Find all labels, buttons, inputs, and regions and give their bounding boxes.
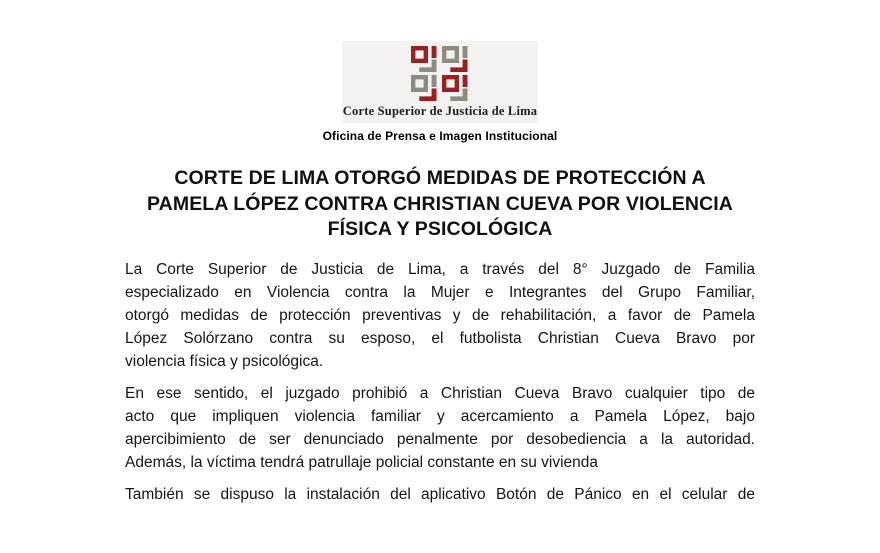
press-office-line: Oficina de Prensa e Imagen Institucional [322,129,558,143]
text-line: La Corte Superior de Justicia de Lima, a través del 8° Juzgado de Familia [125,260,755,278]
text-line: También se dispuso la instalación del aplicativo Botón de Pánico en el celular de [125,485,755,503]
article-body [125,258,755,506]
paragraph [125,258,755,373]
pj-monogram-icon [411,46,439,72]
institution-caption: Corte Superior de Justicia de Lima [342,104,538,118]
title-line: PAMELA LÓPEZ CONTRA CHRISTIAN CUEVA POR VIOLENCIA [147,192,733,215]
paragraph [125,382,755,474]
title-line: CORTE DE LIMA OTORGÓ MEDIDAS DE PROTECCIÓN A [174,167,706,189]
text-line: especializado en Violencia contra la Mujer e Integrantes del Grupo Familiar, [125,283,755,301]
text-line: acto que impliquen violencia familiar y acercamiento a Pamela López, bajo [125,407,755,425]
text-line: violencia física y psicológica. [125,352,324,370]
title-line: FÍSICA Y PSICOLÓGICA [327,218,553,240]
text-line: En ese sentido, el juzgado prohibió a Christian Cueva Bravo cualquier tipo de [125,384,755,402]
text-line: otorgó medidas de protección preventivas y de rehabilitación, a favor de Pamela [125,306,755,324]
text-line: López Solórzano contra su esposo, el futbolista Christian Cueva Bravo por [125,329,755,347]
pj-monogram-icon [411,75,439,101]
pj-monogram-icon [442,75,470,101]
press-release-document [0,41,880,553]
text-line: Además, la víctima tendrá patrullaje policial constante en su vivienda [125,453,599,471]
text-line: apercibimiento de ser denunciado penalmente por desobediencia a la autoridad. [125,430,755,448]
paragraph [125,483,755,506]
pj-monogram-icon [442,46,470,72]
document-title [0,166,880,243]
logo-figure [342,41,538,123]
pj-logo-icon [411,46,470,101]
